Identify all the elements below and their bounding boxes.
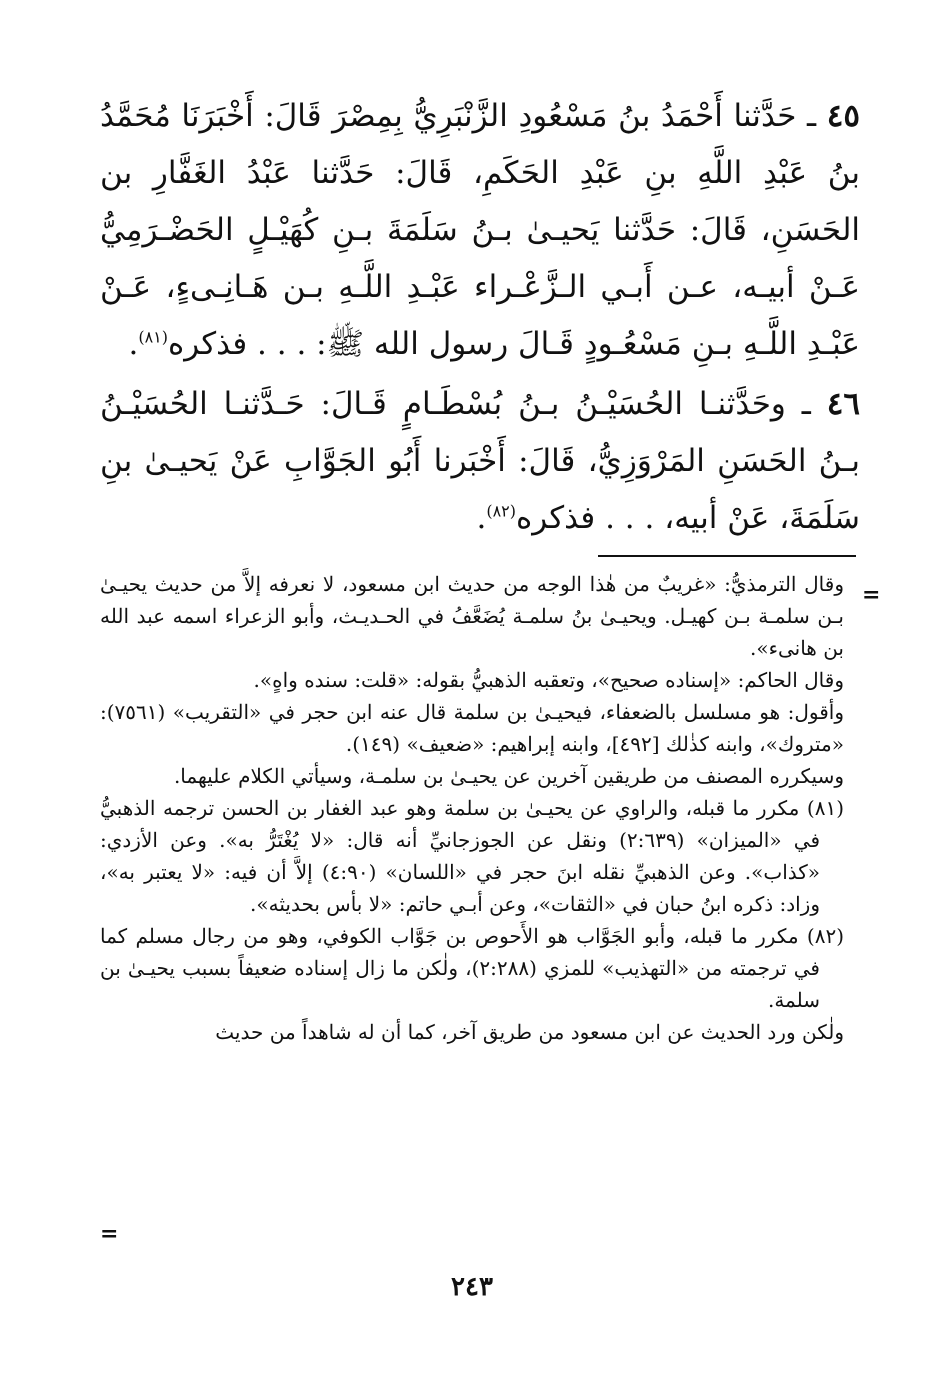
- footnote-paragraph: وقال الحاكم: «إسناده صحيح»، وتعقبه الذهبيُّ بقوله: «قلت: سنده واهٍ».: [253, 668, 844, 692]
- hadith-45: [100, 88, 860, 373]
- footnote-82: (٨٢) مكرر ما قبله، وأبو الجَوَّاب هو الأَحوص بن جَوَّاب الكوفي، وهو من رجال مسلم كما في ترجمته من «التهذيب» للمزي (٢:٢٨٨)، ولٰكن ما زال إسناده ضعيفاً بسبب يحيـىٰ بن سلمة.: [100, 924, 844, 1012]
- footnote-paragraph: وقال الترمذيُّ: «غريبٌ من هٰذا الوجه من حديث ابن مسعود، لا نعرفه إلاَّ من حديث يحيـىٰ بـن سلمـة بـن كهيـل. ويحيـىٰ بنُ سلمـة يُضَعَّفُ في الحـديـث، وأبو الزعراء اسمه عبد الله بن هانىء».: [100, 572, 844, 660]
- hadith-46: [100, 376, 860, 547]
- footnote-separator: [598, 555, 856, 557]
- footnote-ref: (٨١): [138, 327, 168, 347]
- footnote-ref: (٨٢): [486, 501, 517, 521]
- main-text: [100, 88, 860, 547]
- footnote-continued-line: ولٰكن ورد الحديث عن ابن مسعود من طريق آخر، كما أن له شاهداً من حديث: [215, 1020, 844, 1044]
- footnote-paragraph: وأقول: هو مسلسل بالضعفاء، فيحيـىٰ بن سلمة قال عنه ابن حجر في «التقريب» (٧٥٦١): «متروك»، وابنه كذٰلك [٤٩٢]، وابنه إبراهيم: «ضعيف» (١٤٩).: [100, 700, 844, 756]
- hadith-text: ـ حَدَّثنا أَحْمَدُ بنُ مَسْعُودِ الزَّنْبَرِيُّ بِمِصْرَ قَالَ: أَخْبَرَنَا مُحَمَّدُ بنُ عَبْدِ اللَّهِ بنِ عَبْدِ الحَكَمِ، قَالَ: حَدَّثنا عَبْدُ الغَفَّارِ بن الحَسَنِ، قَالَ: حَدَّثنا يَحيـىٰ بـنُ سَلَمَةَ بـنِ كُهَيْـلٍ الحَضْـرَمِيُّ عَـنْ أبيـه، عـن أَبـي الـزَّعْـراء عَبْـدِ اللَّـهِ بـن هَـانِـىءٍ، عَـنْ عَبْـدِ اللَّـهِ بـنِ مَسْعُـودٍ قَـالَ رسول الله ﷺ: . . . فذكره: [100, 98, 860, 362]
- footnote-81: (٨١) مكرر ما قبله، والراوي عن يحيـىٰ بن سلمة وهو عبد الغفار بن الحسن ترجمه الذهبيُّ في «الميزان» (٢:٦٣٩) ونقل عن الجوزجانيِّ أنه قال: «لا يُغْتَرُّ به». وعن الأزدي: «كذاب». وعن الذهبيِّ نقله ابنَ حجر في «اللسان» (٤:٩٠) إلاَّ أن فيه: «لا يعتبر به»، وزاد: ذكره ابنُ حبان في «الثقات»، وعن أبـي حاتم: «لا بأس بحديثه».: [100, 796, 844, 916]
- page-number: ٢٤٣: [451, 1272, 493, 1302]
- hadith-number: ٤٥: [826, 98, 861, 134]
- hadith-text: ـ وحَدَّثنـا الحُسَيْـنُ بـنُ بُسْطَـامٍ قَـالَ: حَـدَّثنـا الحُسَيْـنُ بـنُ الحَسَنِ المَرْوَزِيُّ، قَالَ: أَخْبَرنا أَبُو الجَوَّابِ عَنْ يَحيـىٰ بنِ سَلَمَةَ، عَنْ أبيه، . . . فذكره: [100, 386, 860, 536]
- hadith-end: .: [128, 326, 139, 362]
- continuation-mark: =: [100, 1221, 119, 1247]
- footnotes: [100, 568, 844, 1048]
- hadith-number: ٤٦: [826, 386, 860, 422]
- hadith-end: .: [476, 500, 487, 536]
- continuation-mark: =: [862, 582, 881, 608]
- footnote-paragraph: وسيكرره المصنف من طريقين آخرين عن يحيـىٰ بن سلمـة، وسيأتي الكلام عليهما.: [173, 764, 844, 788]
